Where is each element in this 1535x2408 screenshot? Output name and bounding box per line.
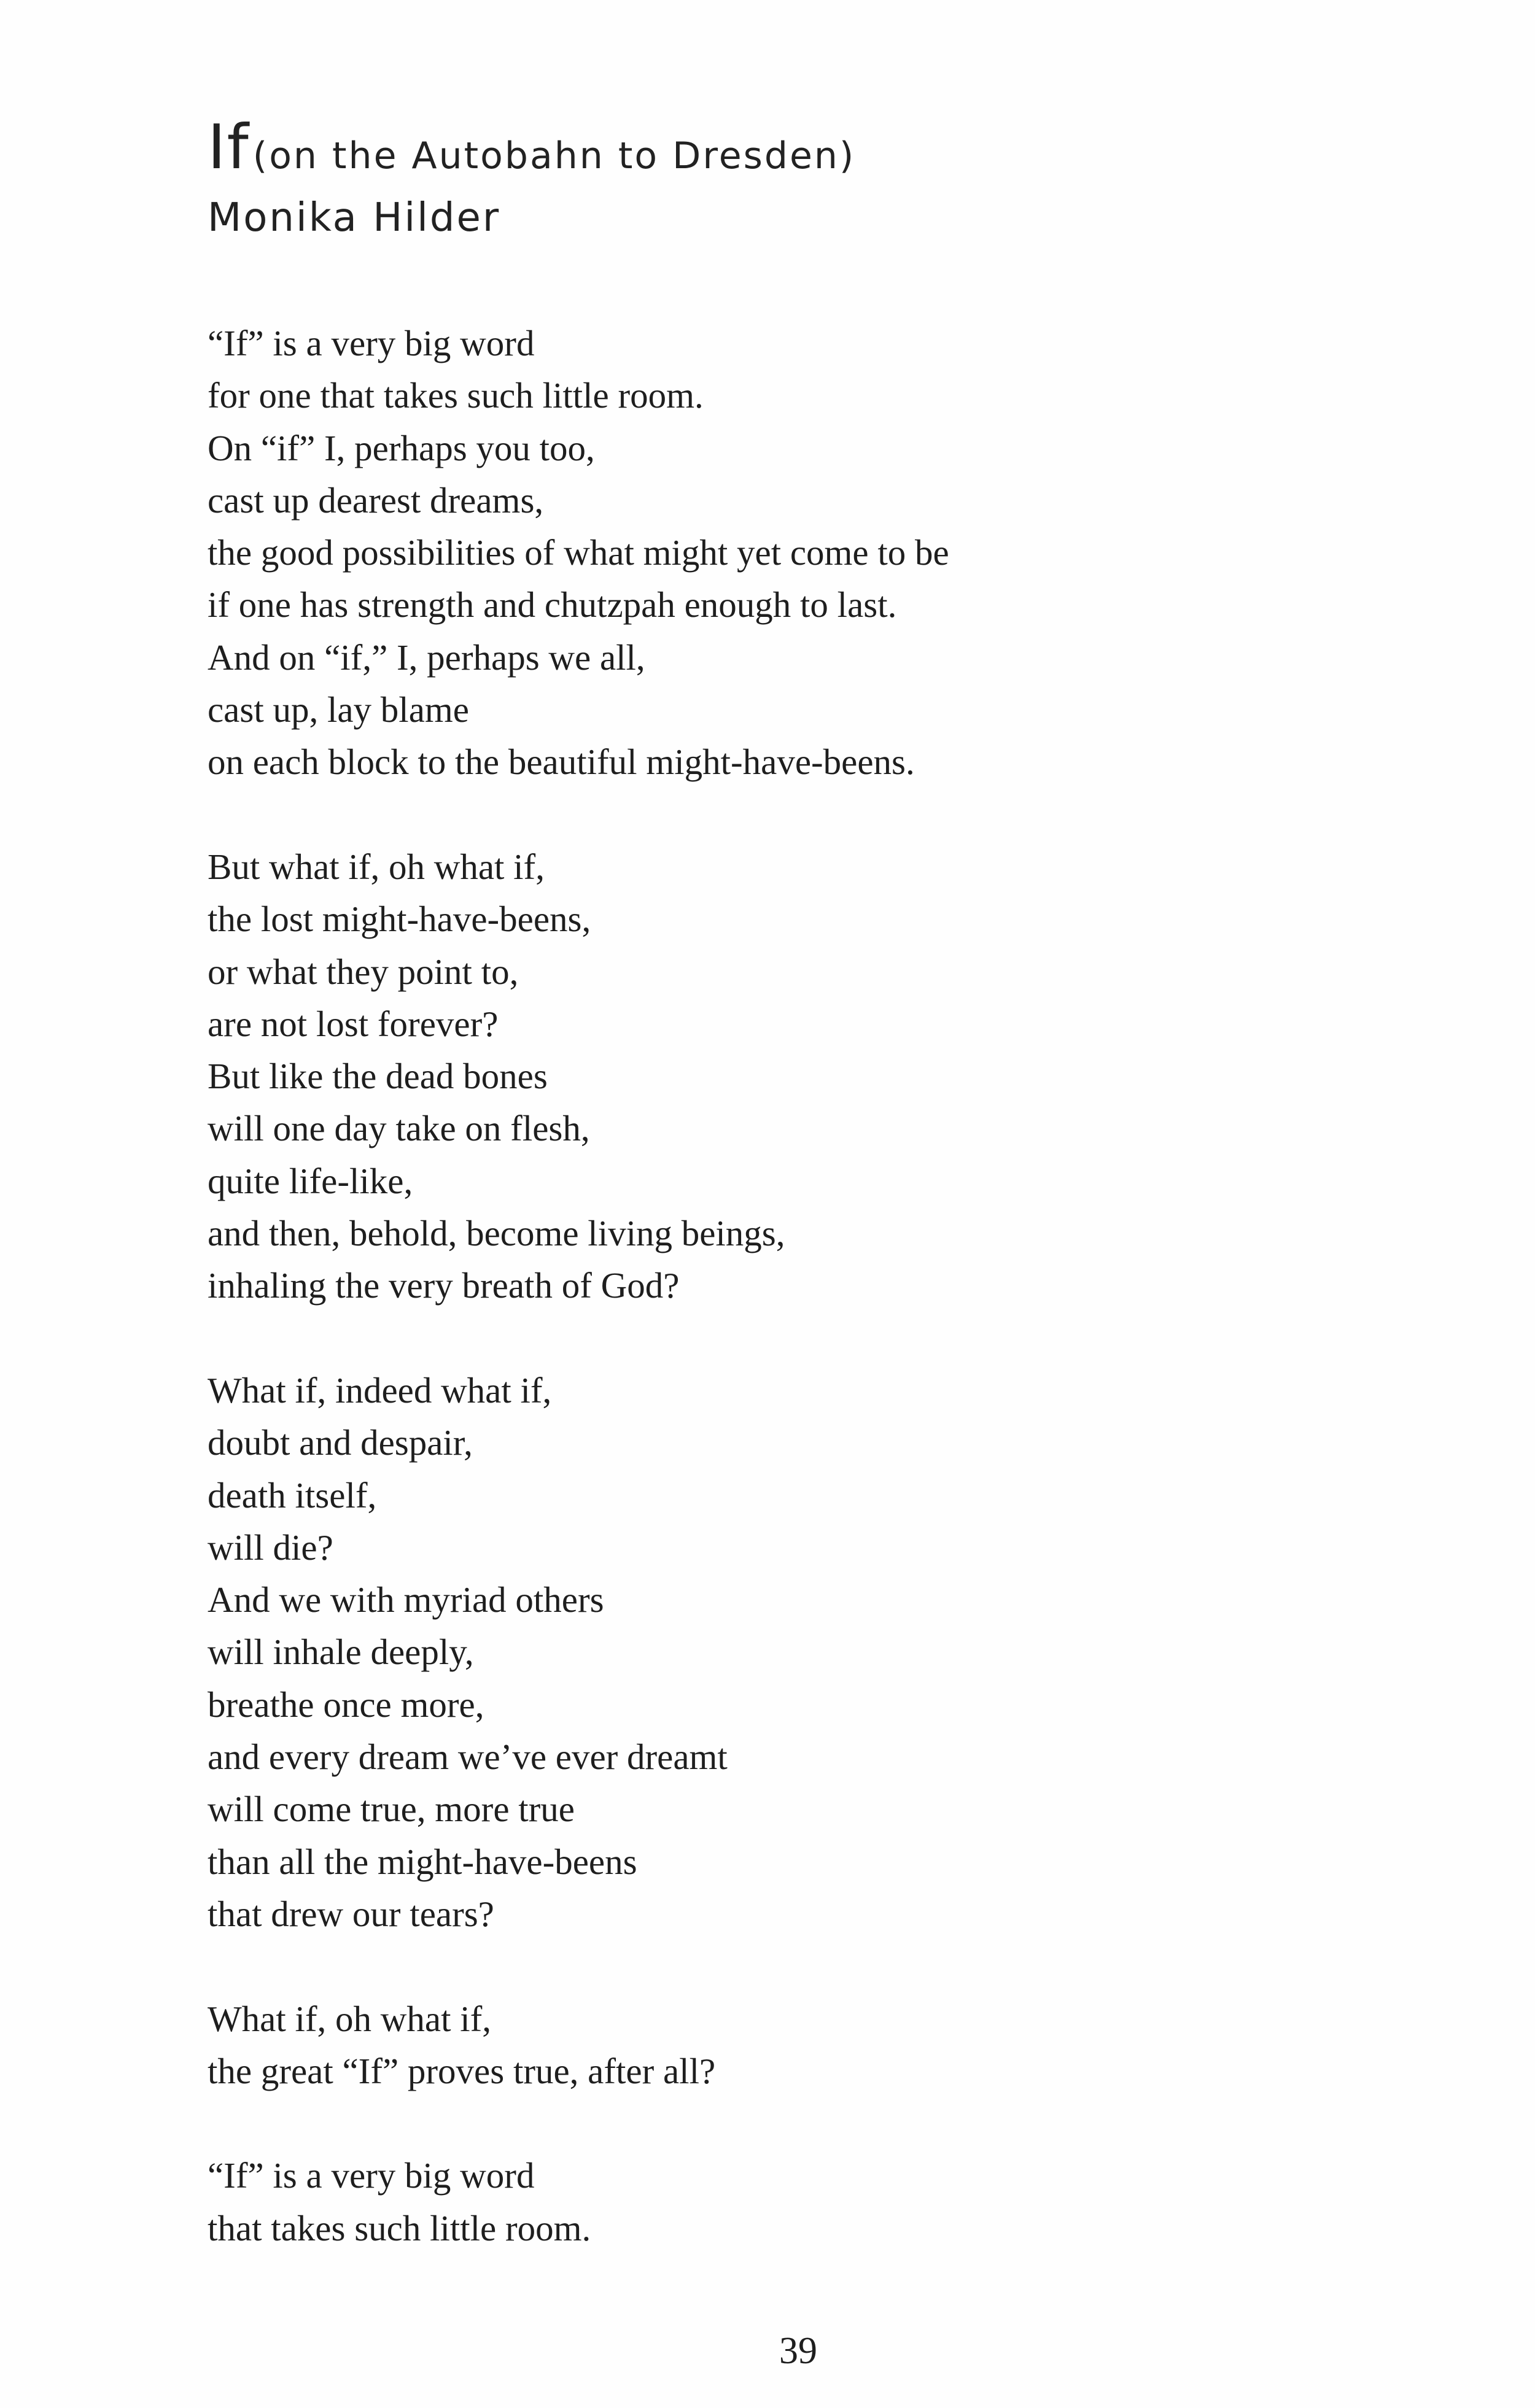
stanza [208,1365,1374,1940]
poem-line: doubt and despair, [208,1422,473,1463]
poem-line: inhaling the very breath of God? [208,1265,680,1306]
poem-line: the lost might-have-beens, [208,899,591,940]
poem-line: and then, behold, become living beings, [208,1213,785,1254]
poem-line: the good possibilities of what might yet come to be [208,532,949,573]
poem-line: But like the dead bones [208,1056,548,1097]
poem-line: will one day take on flesh, [208,1108,590,1149]
poem-line: death itself, [208,1474,377,1516]
poem-line: “If” is a very big word [208,2155,535,2196]
stanza [208,2150,1374,2255]
poem-line: will inhale deeply, [208,1632,474,1673]
poem-header [208,111,856,241]
poem-line: and every dream we’ve ever dreamt [208,1736,728,1778]
poem-author: Monika Hilder [208,195,501,241]
poem-line: quite life-like, [208,1160,413,1201]
poem-line: than all the might-have-beens [208,1841,637,1882]
poem-line: cast up, lay blame [208,689,469,730]
poem-line: What if, indeed what if, [208,1369,552,1411]
poem-line: that drew our tears? [208,1893,494,1934]
poem-line: And we with myriad others [208,1579,604,1620]
poem-line: But what if, oh what if, [208,846,545,887]
poem-line: on each block to the beautiful might-have-beens. [208,741,915,783]
poem-line: breathe once more, [208,1684,484,1725]
title-line [208,111,856,190]
poem-line: will come true, more true [208,1789,575,1830]
poem-line: that takes such little room. [208,2207,591,2248]
poem-subtitle: (on the Autobahn to Dresden) [252,134,856,177]
poem-line: will die? [208,1527,333,1568]
poem-line: On “if” I, perhaps you too, [208,427,595,468]
poem-line: the great “If” proves true, after all? [208,2050,716,2091]
poem-line: or what they point to, [208,951,519,992]
poem-line: And on “if,” I, perhaps we all, [208,637,645,678]
poem-body [208,317,1374,2255]
poem-line: are not lost forever? [208,1003,499,1044]
poem-line: What if, oh what if, [208,1998,492,2039]
poem-line: for one that takes such little room. [208,375,704,416]
poem-title: If [208,111,250,183]
page-number: 39 [779,2330,817,2372]
poem-line: if one has strength and chutzpah enough to last. [208,584,897,625]
stanza [208,1993,1374,2098]
stanza [208,317,1374,789]
stanza [208,841,1374,1312]
poem-line: “If” is a very big word [208,323,535,363]
poem-line: cast up dearest dreams, [208,479,544,521]
